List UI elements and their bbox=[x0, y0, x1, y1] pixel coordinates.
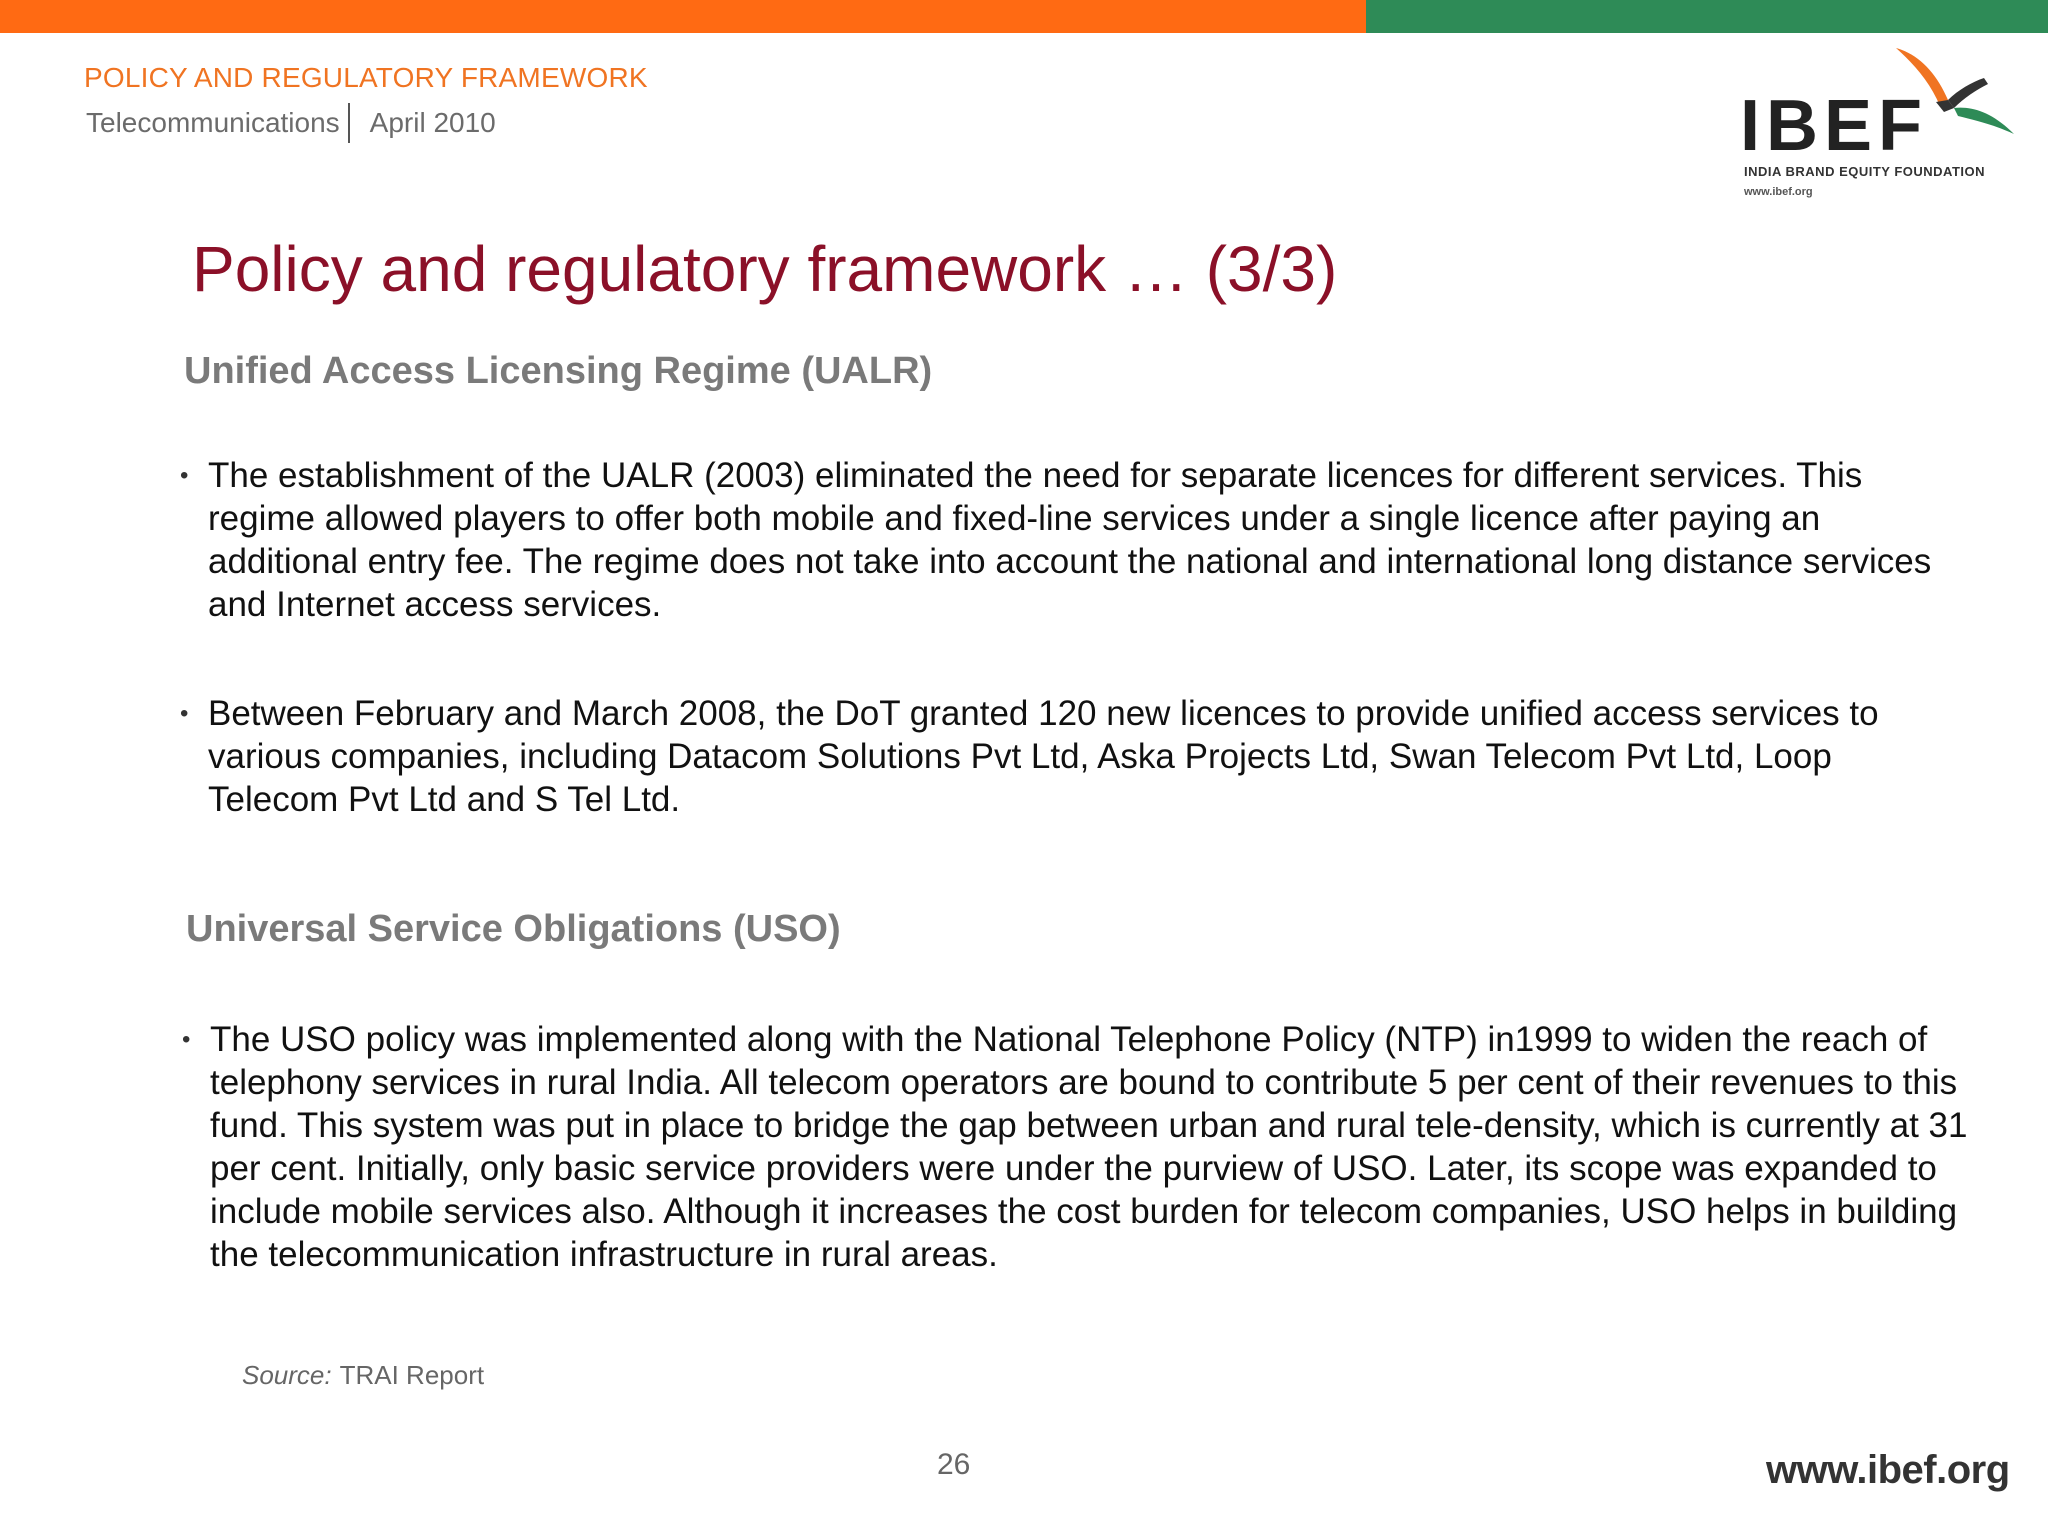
logo-url: www.ibef.org bbox=[1744, 186, 1813, 198]
bullet-text: Between February and March 2008, the DoT granted 120 new licences to provide unified access services to various companies, including Datacom Solutions Pvt Ltd, Aska Projects Ltd, Swan Telecom Pvt Ltd, Loop Telecom Pvt Ltd and S Tel Ltd. bbox=[208, 694, 1879, 819]
source-note bbox=[242, 1360, 484, 1391]
section-heading-uso: Universal Service Obligations (USO) bbox=[186, 908, 841, 950]
header-divider bbox=[348, 103, 350, 143]
top-bar-green bbox=[1366, 0, 2048, 33]
header-date: April 2010 bbox=[369, 107, 496, 138]
top-bar-orange bbox=[0, 0, 1366, 33]
header-subtitle bbox=[86, 103, 496, 143]
logo-wordmark: IBEF bbox=[1740, 86, 1929, 166]
bullet-item bbox=[180, 454, 1970, 626]
page-number: 26 bbox=[937, 1448, 971, 1481]
ibef-logo bbox=[1740, 42, 2020, 207]
section-heading-ualr: Unified Access Licensing Regime (UALR) bbox=[184, 350, 933, 392]
bullet-text: The establishment of the UALR (2003) eliminated the need for separate licences for different services. This regime allowed players to offer both mobile and fixed-line services under a single licence after paying an additional entry fee. The regime does not take into account the national and international long distance services and Internet access services. bbox=[208, 456, 1932, 624]
bullet-item bbox=[180, 692, 1970, 821]
bullet-dot: • bbox=[180, 700, 189, 727]
bullet-dot: • bbox=[180, 462, 189, 489]
header-title: POLICY AND REGULATORY FRAMEWORK bbox=[84, 62, 648, 93]
source-label: Source: bbox=[242, 1360, 332, 1390]
bullet-text: The USO policy was implemented along with the National Telephone Policy (NTP) in1999 to widen the reach of telephony services in rural India. All telecom operators are bound to contribute 5 per cent of their revenues to this fund. This system was put in place to bridge the gap between urban and rural tele-density, which is currently at 31 per cent. Initially, only basic service providers were under the purview of USO. Later, its scope was expanded to include mobile services also. Although it increases the cost burden for telecom companies, USO helps in building the telecommunication infrastructure in rural areas. bbox=[210, 1020, 1968, 1274]
logo-tagline: INDIA BRAND EQUITY FOUNDATION bbox=[1744, 164, 1986, 179]
header-subject: Telecommunications bbox=[86, 107, 340, 138]
slide-title: Policy and regulatory framework … (3/3) bbox=[192, 233, 1338, 305]
bullet-item bbox=[182, 1018, 1972, 1276]
bullet-dot: • bbox=[182, 1026, 191, 1053]
source-value: TRAI Report bbox=[339, 1360, 485, 1390]
footer-url: www.ibef.org bbox=[1766, 1448, 2010, 1492]
